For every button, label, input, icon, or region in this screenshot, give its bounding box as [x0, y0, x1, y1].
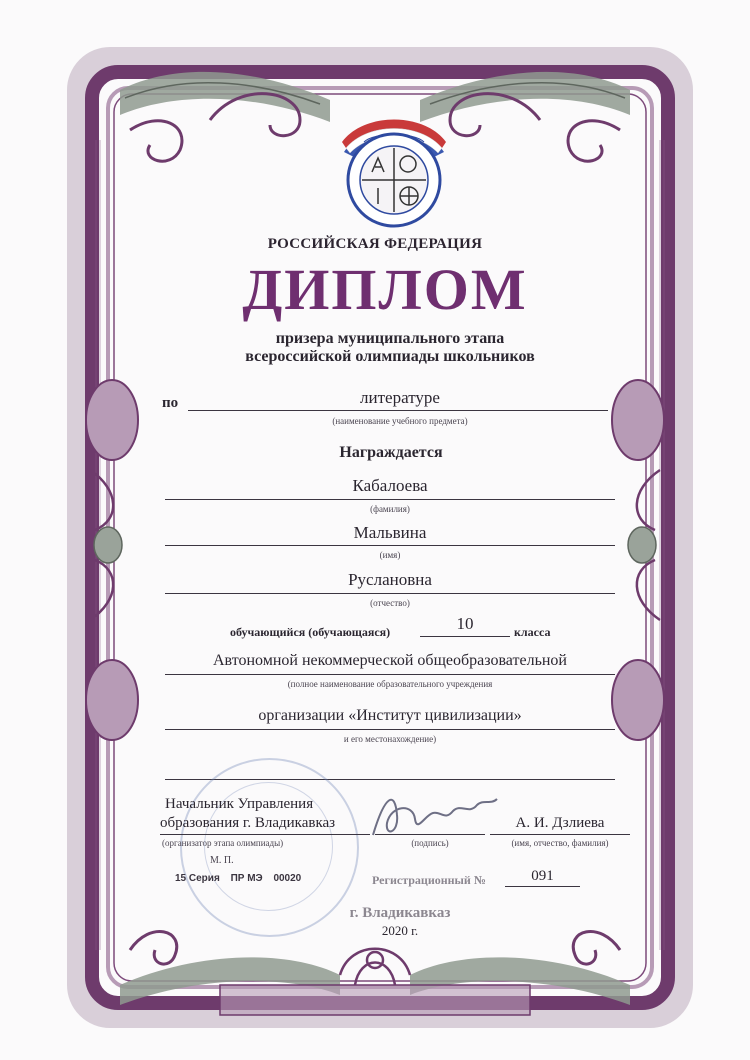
- student-label: обучающийся (обучающаяся): [230, 625, 391, 639]
- subject-underline: [188, 410, 608, 411]
- footer-year: 2020 г.: [381, 923, 419, 938]
- school-line-2: организации «Институт цивилизации»: [258, 707, 522, 724]
- signer-name: А. И. Дзлиева: [515, 815, 605, 831]
- subtitle-line-2: всероссийской олимпиады школьников: [245, 348, 535, 365]
- stamp-label: М. П.: [210, 855, 234, 866]
- school-caption-2: и его местонахождение): [343, 734, 437, 744]
- surname-caption: (фамилия): [370, 504, 410, 514]
- patronymic-value: Руслановна: [348, 570, 432, 589]
- subtitle-line-1: призера муниципального этапа: [275, 330, 505, 347]
- organizer-underline: [160, 834, 370, 835]
- school-line-1: Автономной некоммерческой общеобразовательной: [212, 652, 567, 669]
- series-code: ПР МЭ: [230, 873, 263, 884]
- olympiad-emblem-icon: [334, 112, 454, 232]
- registration-underline: [505, 886, 580, 887]
- name-value: Мальвина: [353, 523, 427, 542]
- school-underline-2: [165, 729, 615, 730]
- name-underline: [165, 545, 615, 546]
- series-prefix: 15 Серия: [175, 873, 220, 884]
- country-heading: РОССИЙСКАЯ ФЕДЕРАЦИЯ: [267, 236, 483, 252]
- registration-number: 091: [531, 868, 554, 884]
- subject-value: литературе: [360, 388, 440, 407]
- series-row: [175, 873, 301, 884]
- organizer-caption: (организатор этапа олимпиады): [162, 838, 284, 848]
- awarded-label: Награждается: [339, 444, 443, 461]
- handwritten-signature: [365, 785, 505, 845]
- surname-value: Кабалоева: [352, 476, 428, 495]
- organizer-line-2: образования г. Владикавказ: [160, 815, 336, 831]
- school-underline-1: [165, 674, 615, 675]
- patronymic-caption: (отчество): [370, 598, 410, 608]
- registration-label: Регистрационный №: [372, 873, 486, 887]
- grade-suffix: класса: [514, 625, 551, 639]
- footer-city: г. Владикавказ: [349, 905, 451, 921]
- subject-prefix: по: [162, 395, 179, 411]
- name-caption: (имя): [379, 550, 401, 560]
- subject-caption: (наименование учебного предмета): [332, 416, 468, 426]
- signer-underline: [490, 834, 630, 835]
- signature-underline: [375, 834, 485, 835]
- grade-value: 10: [456, 614, 474, 633]
- organizer-line-1: Начальник Управления: [165, 796, 314, 812]
- patronymic-underline: [165, 593, 615, 594]
- surname-underline: [165, 499, 615, 500]
- diploma-title: ДИПЛОМ: [242, 257, 528, 322]
- school-caption-1: (полное наименование образовательного учреждения: [287, 679, 493, 689]
- signature-caption: (подпись): [411, 838, 449, 848]
- series-number: 00020: [273, 873, 302, 884]
- signer-caption: (имя, отчество, фамилия): [511, 838, 609, 848]
- grade-underline: [420, 636, 510, 637]
